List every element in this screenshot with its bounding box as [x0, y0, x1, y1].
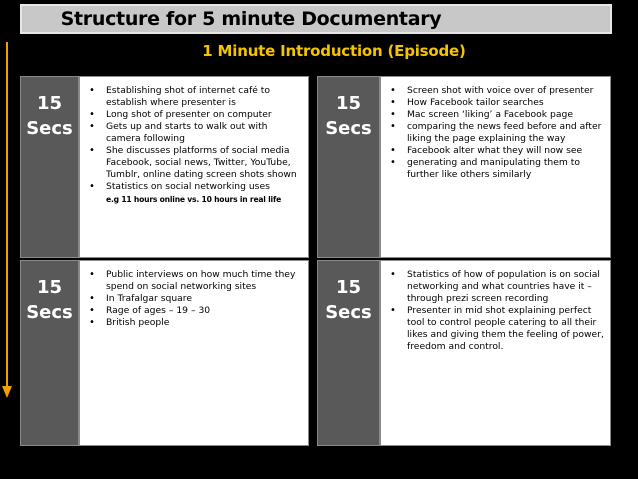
bullet-item: • Screen shot with voice over of presenter — [385, 85, 604, 97]
bullet-list — [84, 85, 302, 193]
bullet-item: • How Facebook tailor searches — [385, 97, 604, 109]
duration-number: 15 — [36, 93, 63, 114]
bullet-item: • Presenter in mid shot explaining perfect tool to control people catering to all their likes and giving them the feeling of power, freedom and control. — [385, 305, 604, 353]
duration-number: 15 — [335, 277, 362, 298]
duration-unit: Secs — [26, 118, 73, 139]
cell-label-1 — [20, 76, 79, 258]
title-box — [20, 4, 612, 34]
bullet-item: • Statistics on social networking uses — [84, 181, 302, 193]
duration-unit: Secs — [325, 118, 372, 139]
down-arrow-icon — [2, 42, 12, 398]
duration-number: 15 — [335, 93, 362, 114]
bullet-item: • British people — [84, 317, 302, 329]
bullet-item: • Gets up and starts to walk out with camera following — [84, 121, 302, 145]
duration-number: 15 — [36, 277, 63, 298]
cell-label-3 — [20, 260, 79, 446]
bullet-item: • Public interviews on how much time they spend on social networking sites — [84, 269, 302, 293]
cell-content-1 — [79, 76, 309, 258]
cell-content-4 — [380, 260, 611, 446]
bullet-item: • comparing the news feed before and after liking the page explaining the way — [385, 121, 604, 145]
cell-content-2 — [380, 76, 611, 258]
bullet-item: • Establishing shot of internet café to establish where presenter is — [84, 85, 302, 109]
cell-label-4 — [317, 260, 380, 446]
bullet-item: • Facebook alter what they will now see — [385, 145, 604, 157]
bullet-item: • Long shot of presenter on computer — [84, 109, 302, 121]
bullet-item: • In Trafalgar square — [84, 293, 302, 305]
cell-label-2 — [317, 76, 380, 258]
bullet-item: • Statistics of how of population is on social networking and what countries have it – through prezi screen recording — [385, 269, 604, 305]
bullet-list — [84, 269, 302, 329]
duration-unit: Secs — [325, 302, 372, 323]
bullet-item: • She discusses platforms of social media Facebook, social news, Twitter, YouTube, Tumblr, online dating screen shots shown — [84, 145, 302, 181]
bullet-item: • generating and manipulating them to further like others similarly — [385, 157, 604, 181]
page-title: Structure for 5 minute Documentary — [60, 8, 442, 30]
bullet-list — [385, 85, 604, 181]
page-subtitle: 1 Minute Introduction (Episode) — [202, 42, 466, 60]
bullet-item: • Mac screen ‘liking’ a Facebook page — [385, 109, 604, 121]
bullet-item: • Rage of ages – 19 – 30 — [84, 305, 302, 317]
duration-unit: Secs — [26, 302, 73, 323]
cell-content-3 — [79, 260, 309, 446]
bullet-list — [385, 269, 604, 353]
stat-note: e.g 11 hours online vs. 10 hours in real life — [106, 195, 282, 204]
